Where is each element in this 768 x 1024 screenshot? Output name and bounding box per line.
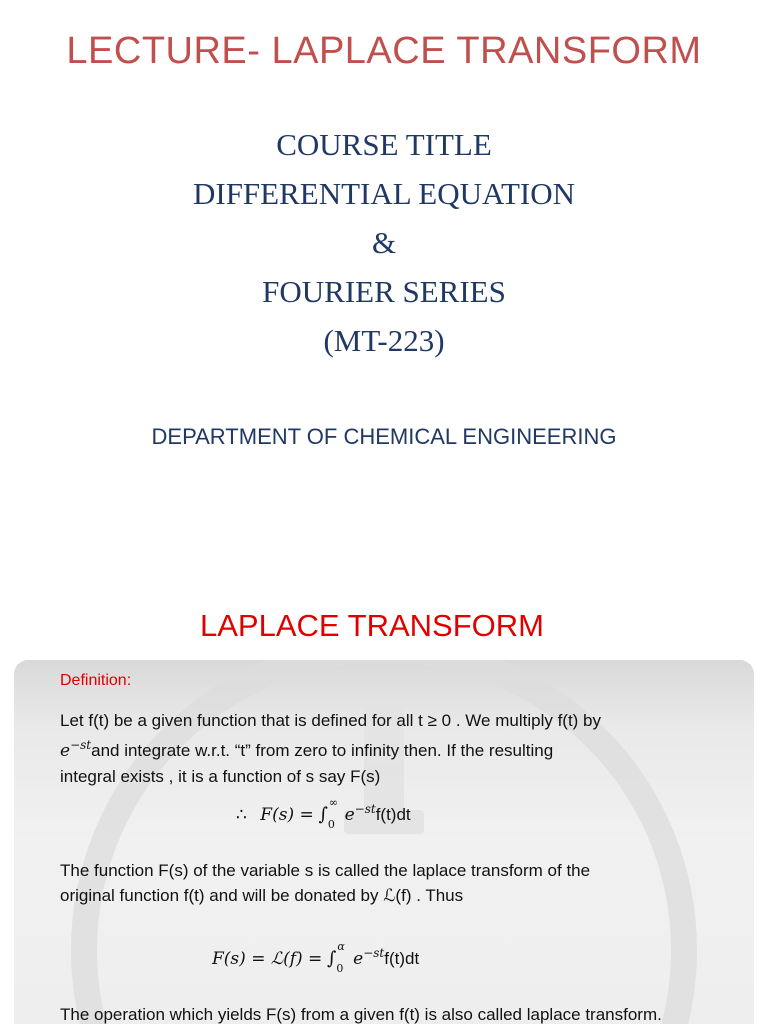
course-title-label: COURSE TITLE — [276, 127, 492, 162]
lecture-title: LECTURE- LAPLACE TRANSFORM — [66, 30, 702, 72]
geq-symbol: ≥ — [427, 711, 437, 730]
eq2-lhs: F(s) = ℒ(f) = — [212, 949, 323, 969]
definition-panel — [14, 660, 754, 1024]
lower-limit: 0 — [327, 817, 335, 831]
integral-limits-2 — [336, 939, 348, 975]
exp-superscript: −st — [70, 738, 92, 752]
eq1-rest: f(t)dt — [375, 805, 411, 824]
definition-content — [14, 660, 754, 1024]
definition-paragraph — [60, 708, 720, 789]
course-name-line1: DIFFERENTIAL EQUATION — [192, 176, 575, 211]
eq2-exp-superscript: −st — [363, 946, 385, 960]
integral-symbol: ∫ — [318, 804, 328, 825]
eq1-exp-base: e — [344, 805, 355, 825]
notation-paragraph — [60, 858, 720, 908]
laplace-notation-equation — [212, 939, 420, 975]
definition-label: Definition: — [60, 672, 132, 689]
eq1-lhs: F(s) = — [260, 805, 314, 825]
integral-symbol-2: ∫ — [327, 948, 337, 969]
exp-base: e — [60, 741, 71, 761]
eq2-rest: f(t)dt — [384, 949, 420, 968]
para1-text-c: and integrate w.r.t. “t” from zero to infinity then. If the resulting — [91, 741, 554, 760]
para2-line2: original function f(t) and will be donated by ℒ(f) . Thus — [60, 886, 464, 905]
para1-text-d: integral exists , it is a function of s say F(s) — [60, 767, 381, 786]
para1-text-a: Let f(t) be a given function that is defined for all t — [60, 711, 428, 730]
integral-limits — [327, 795, 340, 831]
para1-text-b: 0 . We multiply f(t) by — [436, 711, 602, 730]
lower-limit-2: 0 — [336, 961, 344, 975]
upper-limit: ∞ — [328, 795, 339, 809]
therefore-symbol: ∴ — [236, 805, 247, 824]
course-info — [0, 120, 768, 365]
slide2-title: LAPLACE TRANSFORM — [200, 608, 544, 643]
operation-paragraph: The operation which yields F(s) from a given f(t) is also called laplace transform. — [60, 1005, 662, 1024]
course-name-ampersand: & — [371, 225, 397, 260]
upper-limit-2: α — [337, 939, 345, 953]
department-name: DEPARTMENT OF CHEMICAL ENGINEERING — [151, 424, 617, 449]
eq2-exp-base: e — [353, 949, 364, 969]
course-name-line2: FOURIER SERIES — [262, 274, 506, 309]
eq1-exp-superscript: −st — [354, 802, 376, 816]
para2-line1: The function F(s) of the variable s is called the laplace transform of the — [60, 861, 591, 880]
laplace-definition-equation — [236, 795, 411, 831]
course-code: (MT-223) — [323, 323, 445, 358]
